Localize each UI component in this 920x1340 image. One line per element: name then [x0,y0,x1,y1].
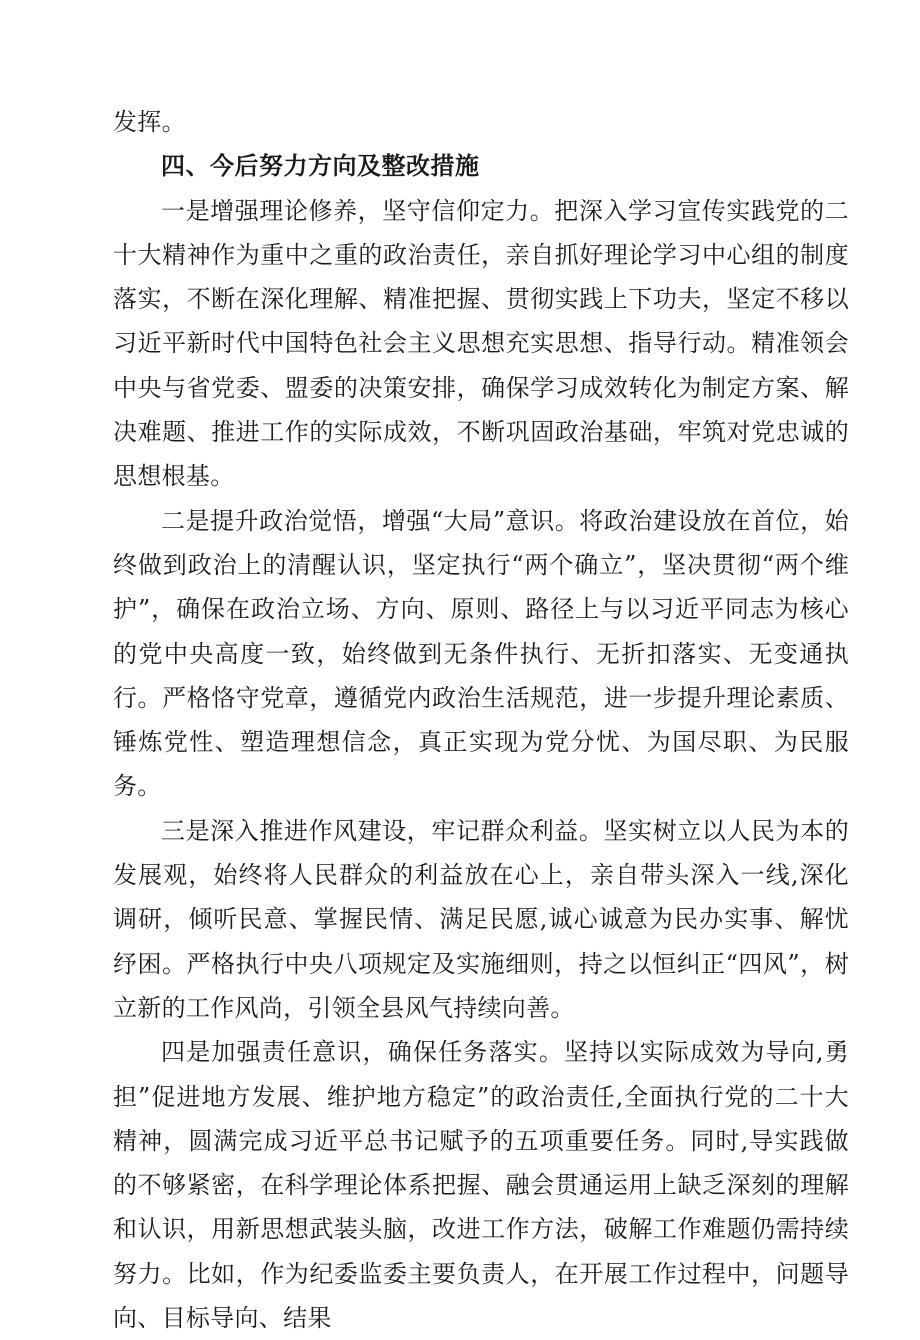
section-heading: 四、今后努力方向及整改措施 [161,152,480,181]
paragraph-2: 二是提升政治觉悟，增强“大局”意识。将政治建设放在首位，始终做到政治上的清醒认识，坚定执行“两个确立”，坚决贯彻“两个维护”，确保在政治立场、方向、原则、路径上与以习近平同志为核心的党中央高度一致，始终做到无条件执行、无折扣落实、无变通执行。严格恪守党章，遵循党内政治生活规范，进一步提升理论素质、锤炼党性、塑造理想信念，真正实现为党分忧、为国尽职、为民服务。 [113,506,849,801]
continuation-text: 发挥。 [113,108,186,136]
document-body [113,100,849,1340]
paragraph-1: 一是增强理论修养，坚守信仰定力。把深入学习宣传实践党的二十大精神作为重中之重的政治责任，亲自抓好理论学习中心组的制度落实，不断在深化理解、精准把握、贯彻实践上下功夫，坚定不移以习近平新时代中国特色社会主义思想充实思想、指导行动。精准领会中央与省党委、盟委的决策安排，确保学习成效转化为制定方案、解决难题、推进工作的实际成效，不断巩固政治基础，牢筑对党忠诚的思想根基。 [113,196,849,491]
paragraph-3: 三是深入推进作风建设，牢记群众利益。坚实树立以人民为本的发展观，始终将人民群众的利益放在心上，亲自带头深入一线,深化调研，倾听民意、掌握民情、满足民愿,诚心诚意为民办实事、解忧纾困。严格执行中央八项规定及实施细则，持之以恒纠正“四风”，树立新的工作风尚，引领全县风气持续向善。 [113,816,849,1022]
paragraph-4: 四是加强责任意识，确保任务落实。坚持以实际成效为导向,勇担”促进地方发展、维护地方稳定”的政治责任,全面执行党的二十大精神，圆满完成习近平总书记赋予的五项重要任务。同时,导实践做的不够紧密，在科学理论体系把握、融会贯通运用上缺乏深刻的理解和认识，用新思想武装头脑，改进工作方法，破解工作难题仍需持续努力。比如，作为纪委监委主要负责人，在开展工作过程中，问题导向、目标导向、结果 [113,1038,849,1333]
